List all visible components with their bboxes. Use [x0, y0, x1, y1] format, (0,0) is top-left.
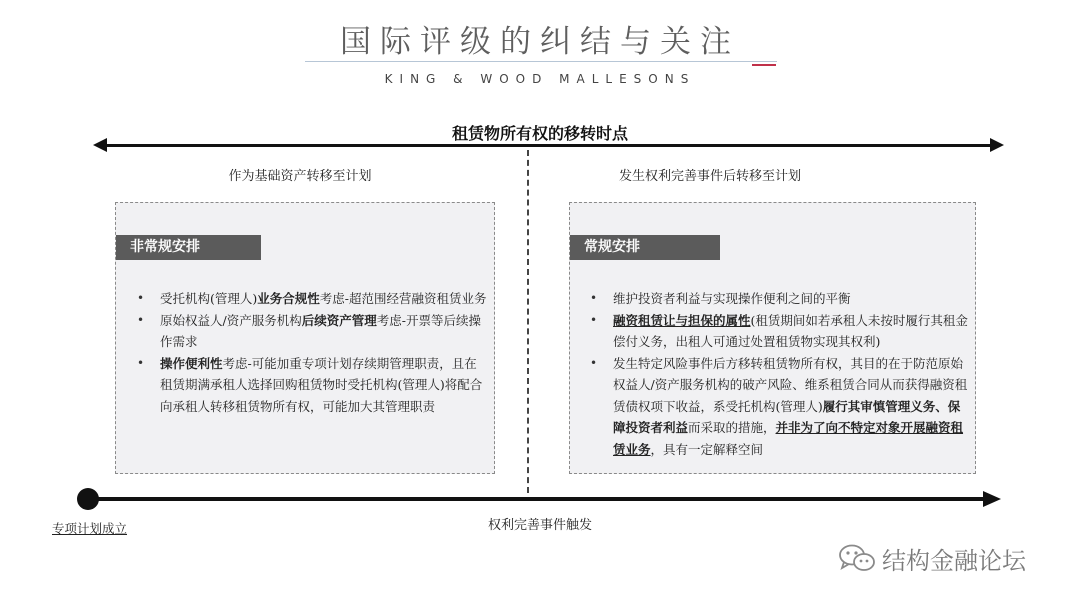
- bullet-text: 原始权益人/资产服务机构: [160, 312, 302, 328]
- trigger-label: 权利完善事件触发: [487, 518, 592, 533]
- bullet-text: 考虑-可能加重专项计划存续期管理职责，且在租赁期满承租人选择回购租赁物时受托机构(管理人)将配合向承租人转移租赁物所有权，可能加大其管理职责: [160, 355, 483, 414]
- right-bullet-list: [590, 288, 970, 460]
- bullet-text: 并非为了向不特定对象开展融资租赁业务: [613, 420, 964, 457]
- bullet-text: 业务合规性: [257, 291, 320, 306]
- timeline-title: 租赁物所有权的移转时点: [451, 124, 628, 143]
- bullet-item: [137, 310, 489, 353]
- title-accent-mark: [752, 64, 776, 66]
- arrow-right-icon: [990, 138, 1004, 152]
- right-arrangement-box: [569, 202, 976, 474]
- firm-name: KING & WOOD MALLESONS: [384, 72, 696, 86]
- bullet-text: 后续资产管理: [301, 312, 377, 328]
- timeline-arrow-line: [90, 497, 985, 501]
- left-tag: 非常规安排: [116, 235, 261, 260]
- title-underline: [305, 61, 777, 62]
- bullet-text: (租赁期间如若承租人未按时履行其租金偿付义务，出租人可通过处置租赁物实现其权利): [613, 312, 968, 349]
- start-point-dot: [77, 488, 99, 510]
- watermark: [838, 538, 1026, 578]
- left-bullet-list: [137, 288, 489, 417]
- bullet-text: 而采取的措施，: [688, 420, 776, 435]
- timeline-arrowhead-icon: [983, 491, 1001, 507]
- bullet-text: 考虑-超范围经营融资租赁业务: [319, 291, 487, 306]
- center-divider: [527, 150, 529, 493]
- page-title: 国际评级的纠结与关注: [340, 24, 740, 60]
- bullet-text: 考虑-开票等后续操作需求: [160, 312, 481, 349]
- arrow-left-icon: [93, 138, 107, 152]
- bullet-text: 发生特定风险事件后方移转租赁物所有权，其目的在于防范原始权益人/资产服务机构的破产风险、维系租赁合同从而获得融资租赁债权项下收益，系受托机构(管理人): [613, 355, 968, 414]
- bullet-text: ，具有一定解释空间: [650, 441, 764, 457]
- start-label: 专项计划成立: [52, 521, 128, 536]
- right-column-label: 发生权利完善事件后转移至计划: [618, 169, 801, 184]
- bullet-text: 融资租赁让与担保的属性: [613, 312, 751, 328]
- right-tag: 常规安排: [570, 235, 720, 260]
- bullet-text: 受托机构(管理人): [160, 291, 258, 306]
- bullet-item: [590, 310, 970, 353]
- watermark-text: 结构金融论坛: [882, 546, 1026, 575]
- left-column-label: 作为基础资产转移至计划: [228, 169, 372, 184]
- left-arrangement-box: [115, 202, 495, 474]
- bullet-item: [137, 353, 489, 418]
- bullet-text: 履行其审慎管理义务、保障投资者利益: [613, 398, 961, 435]
- bullet-text: 操作便利性: [160, 355, 223, 371]
- double-arrow-line: [102, 144, 992, 147]
- bullet-text: 维护投资者利益与实现操作便利之间的平衡: [613, 291, 851, 306]
- bullet-item: [590, 353, 970, 461]
- wechat-icon: [838, 543, 876, 573]
- bullet-item: [137, 288, 489, 310]
- bullet-item: [590, 288, 970, 310]
